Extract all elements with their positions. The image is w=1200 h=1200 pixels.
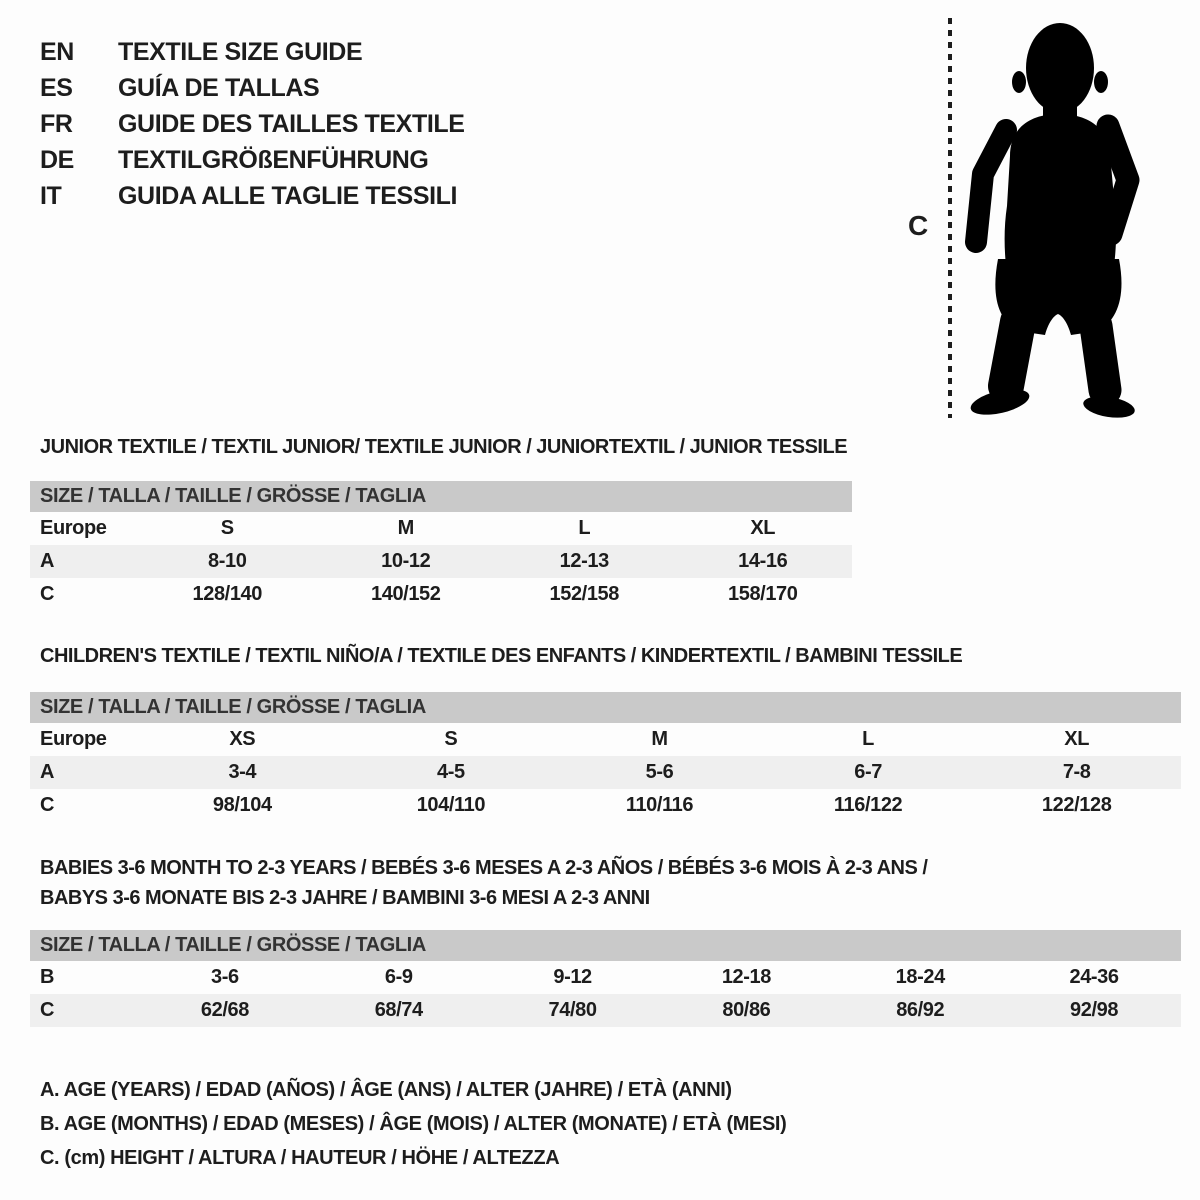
row-label: A [40, 761, 55, 783]
row-label: C [40, 583, 55, 605]
height-cell: 98/104 [212, 794, 272, 816]
age-cell: 9-12 [553, 966, 592, 988]
guide-title: GUIDA ALLE TAGLIE TESSILI [118, 181, 458, 210]
age-cell: 14-16 [738, 550, 788, 572]
table-row [30, 545, 852, 578]
table-title-line2: BABYS 3-6 MONATE BIS 2-3 JAHRE / BAMBINI 3-6 MESI A 2-3 ANNI [40, 887, 650, 909]
height-cell: 116/122 [833, 794, 903, 816]
language-row [40, 34, 465, 70]
height-cell: 110/116 [625, 794, 694, 816]
age-cell: 12-18 [721, 966, 771, 988]
row-label: C [40, 794, 55, 816]
height-cell: 128/140 [192, 583, 262, 605]
height-cell: 86/92 [896, 999, 945, 1021]
language-code: ES [40, 73, 73, 102]
table-row [30, 994, 1181, 1027]
language-code: EN [40, 37, 74, 66]
guide-title: GUIDE DES TAILLES TEXTILE [118, 109, 465, 138]
table-title-line1: BABIES 3-6 MONTH TO 2-3 YEARS / BEBÉS 3-6 MESES A 2-3 AÑOS / BÉBÉS 3-6 MOIS À 2-3 ANS / [40, 857, 928, 879]
language-row [40, 142, 465, 178]
age-cell: 3-4 [228, 761, 257, 783]
height-cell: 140/152 [371, 583, 441, 605]
height-dashed-line [948, 18, 952, 418]
height-measure-label: C [908, 210, 928, 241]
guide-title: TEXTILE SIZE GUIDE [118, 37, 363, 66]
age-cell: 4-5 [437, 761, 465, 783]
height-cell: 104/110 [416, 794, 486, 816]
height-cell: 122/128 [1041, 794, 1112, 816]
age-cell: 7-8 [1062, 761, 1091, 783]
row-label: B [40, 966, 55, 988]
size-cell: XL [750, 517, 776, 539]
row-label: Europe [40, 517, 107, 539]
table-row [30, 756, 1181, 789]
language-title-list [40, 34, 465, 214]
childrens-textile-table [30, 645, 1181, 822]
size-header-band: SIZE / TALLA / TAILLE / GRÖSSE / TAGLIA [30, 481, 852, 512]
language-row [40, 178, 465, 214]
legend-line-age-years: A. AGE (YEARS) / EDAD (AÑOS) / ÂGE (ANS) / ALTER (JAHRE) / ETÀ (ANNI) [40, 1079, 732, 1101]
legend-line-height-cm: C. (cm) HEIGHT / ALTURA / HAUTEUR / HÖHE / ALTEZZA [40, 1147, 560, 1169]
age-cell: 8-10 [208, 550, 247, 572]
height-cell: 80/86 [722, 999, 771, 1021]
size-cell: M [397, 517, 414, 539]
size-cell: M [651, 728, 668, 750]
table-row [30, 512, 852, 545]
row-label: A [40, 550, 55, 572]
table-row [30, 961, 1181, 994]
height-cell: 74/80 [548, 999, 597, 1021]
row-label: C [40, 999, 55, 1021]
size-cell: S [220, 517, 234, 539]
height-cell: 62/68 [200, 999, 249, 1021]
guide-title: TEXTILGRÖßENFÜHRUNG [118, 145, 429, 174]
table-title: JUNIOR TEXTILE / TEXTIL JUNIOR/ TEXTILE JUNIOR / JUNIORTEXTIL / JUNIOR TESSILE [40, 436, 848, 458]
size-header-band: SIZE / TALLA / TAILLE / GRÖSSE / TAGLIA [30, 692, 1181, 723]
age-cell: 5-6 [645, 761, 674, 783]
height-cell: 152/158 [549, 583, 619, 605]
height-cell: 68/74 [374, 999, 423, 1021]
toddler-silhouette-icon [958, 4, 1144, 420]
table-title-block [30, 853, 1181, 913]
table-row [30, 578, 852, 611]
age-cell: 12-13 [559, 550, 609, 572]
size-header-band: SIZE / TALLA / TAILLE / GRÖSSE / TAGLIA [30, 930, 1181, 961]
age-cell: 18-24 [895, 966, 945, 988]
guide-title: GUÍA DE TALLAS [118, 73, 320, 102]
language-row [40, 70, 465, 106]
height-cell: 92/98 [1070, 999, 1119, 1021]
table-row [30, 723, 1181, 756]
size-cell: L [578, 517, 591, 539]
age-cell: 6-7 [854, 761, 882, 783]
language-row [40, 106, 465, 142]
legend-line-age-months: B. AGE (MONTHS) / EDAD (MESES) / ÂGE (MOIS) / ALTER (MONATE) / ETÀ (MESI) [40, 1113, 787, 1135]
size-cell: XL [1064, 728, 1090, 750]
babies-textile-table [30, 853, 1181, 1027]
age-cell: 10-12 [381, 550, 431, 572]
size-cell: S [444, 728, 458, 750]
legend [40, 1073, 786, 1175]
table-title: CHILDREN'S TEXTILE / TEXTIL NIÑO/A / TEXTILE DES ENFANTS / KINDERTEXTIL / BAMBINI TESSILE [40, 645, 963, 667]
language-code: IT [40, 181, 62, 210]
height-cell: 158/170 [728, 583, 798, 605]
age-cell: 6-9 [384, 966, 413, 988]
size-cell: L [862, 728, 874, 750]
table-row [30, 789, 1181, 822]
age-cell: 3-6 [211, 966, 239, 988]
size-cell: XS [229, 728, 256, 750]
language-code: DE [40, 145, 74, 174]
age-cell: 24-36 [1069, 966, 1119, 988]
junior-textile-table [30, 436, 852, 611]
language-code: FR [40, 109, 73, 138]
row-label: Europe [40, 728, 107, 750]
